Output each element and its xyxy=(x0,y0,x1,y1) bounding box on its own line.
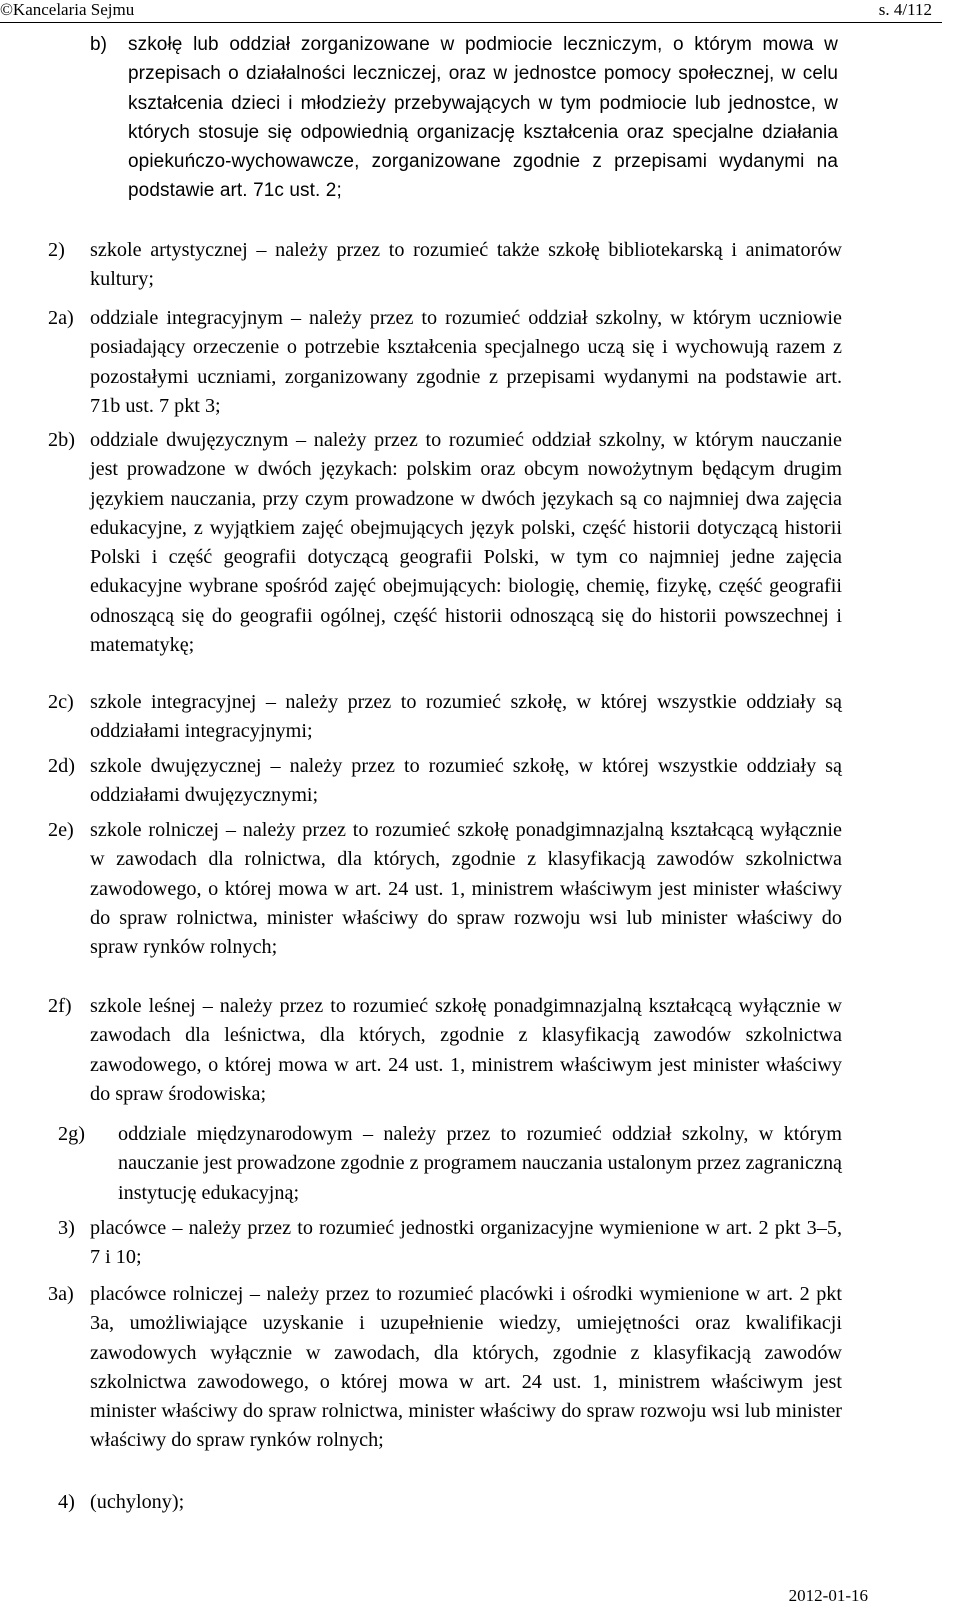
document-date: 2012-01-16 xyxy=(788,1586,868,1605)
item-label: b) xyxy=(90,34,107,55)
item-text: szkole rolniczej – należy przez to rozumieć szkołę ponadgimnazjalną kształcącą wyłącznie w zawodach dla rolnictwa, dla których, zgodnie z klasyfikacją zawodów szkolnictwa zawodowego, o której mowa w art. 24 ust. 1, ministrem właściwym jest minister właściwy do spraw rolnictwa, minister właściwy do spraw rozwoju wsi lub minister właściwy do spraw rynków rolnych; xyxy=(90,819,842,959)
item-text: szkole integracyjnej – należy przez to rozumieć szkołę, w której wszystkie oddziały są oddziałami integracyjnymi; xyxy=(90,691,842,743)
item-text: szkole artystycznej – należy przez to rozumieć także szkołę bibliotekarską i animatorów kultury; xyxy=(90,239,842,291)
page-number: s. 4/112 xyxy=(878,0,932,19)
item-label: 2g) xyxy=(58,1123,85,1145)
item-text: szkole dwujęzycznej – należy przez to rozumieć szkołę, w której wszystkie oddziały są oddziałami dwujęzycznymi; xyxy=(90,755,842,807)
item-label: 2f) xyxy=(48,995,72,1017)
item-text: placówce rolniczej – należy przez to rozumieć placówki i ośrodki wymienione w art. 2 pkt 3a, umożliwiające uzyskanie i uzupełnienie wiedzy, umiejętności oraz kwalifikacji zawodowych wyłącznie w zawodach, dla których, zgodnie z klasyfikacją zawodów szkolnictwa zawodowego, o której mowa w art. 24 ust. 1, ministrem właściwym jest minister właściwy do spraw rolnictwa, minister właściwy do spraw rozwoju wsi lub minister właściwy do spraw rynków rolnych; xyxy=(90,1283,842,1452)
item-label: 2d) xyxy=(48,755,75,777)
item-text: szkołę lub oddział zorganizowane w podmiocie leczniczym, o którym mowa w przepisach o działalności leczniczej, oraz w jednostce pomocy społecznej, w celu kształcenia dzieci i młodzieży przebywających w tym podmiocie lub jednostce, w których stosuje się odpowiednią organizację kształcenia oraz specjalne działania opiekuńczo-wychowawcze, zorganizowane zgodnie z przepisami wydanymi na podstawie art. 71c ust. 2; xyxy=(128,34,838,202)
header-divider xyxy=(0,22,942,23)
item-label: 3) xyxy=(58,1217,75,1239)
item-label: 2b) xyxy=(48,429,75,451)
item-label: 3a) xyxy=(48,1283,74,1305)
item-text: oddziale międzynarodowym – należy przez to rozumieć oddział szkolny, w którym nauczanie jest prowadzone zgodnie z programem nauczania ustalonym przez zagraniczną instytucję edukacyjną; xyxy=(118,1123,842,1204)
item-label: 2a) xyxy=(48,307,74,329)
item-label: 2c) xyxy=(48,691,74,713)
header-copyright: ©Kancelaria Sejmu xyxy=(0,0,135,19)
item-text: placówce – należy przez to rozumieć jednostki organizacyjne wymienione w art. 2 pkt 3–5, 7 i 10; xyxy=(90,1217,842,1269)
item-text: szkole leśnej – należy przez to rozumieć szkołę ponadgimnazjalną kształcącą wyłącznie w zawodach dla leśnictwa, dla których, zgodnie z klasyfikacją zawodów szkolnictwa zawodowego, o której mowa w art. 24 ust. 1, ministrem właściwym jest minister właściwy do spraw środowiska; xyxy=(90,995,842,1105)
item-label: 2e) xyxy=(48,819,74,841)
item-text: oddziale dwujęzycznym – należy przez to rozumieć oddział szkolny, w którym nauczanie jest prowadzone w dwóch językach: polskim oraz obcym nowożytnym będącym drugim językiem nauczania, przy czym prowadzone w dwóch językach są co najmniej dwa zajęcia edukacyjne, z wyjątkiem zajęć obejmujących język polski, część historii dotyczącą historii Polski i część geografii dotyczącą geografii Polski, w tym co najmniej jedne zajęcia edukacyjne wybrane spośród zajęć obejmujących: biologię, chemię, fizykę, część geografii odnoszącą się do geografii ogólnej, część historii odnoszącą się do historii powszechnej i matematykę; xyxy=(90,429,842,657)
item-text: (uchylony); xyxy=(90,1491,185,1513)
item-text: oddziale integracyjnym – należy przez to rozumieć oddział szkolny, w którym uczniowie posiadający orzeczenie o potrzebie kształcenia specjalnego uczą się i wychowują razem z pozostałymi uczniami, zorganizowany zgodnie z przepisami wydanymi na podstawie art. 71b ust. 7 pkt 3; xyxy=(90,307,842,417)
item-label: 2) xyxy=(48,239,65,261)
item-label: 4) xyxy=(58,1491,75,1513)
